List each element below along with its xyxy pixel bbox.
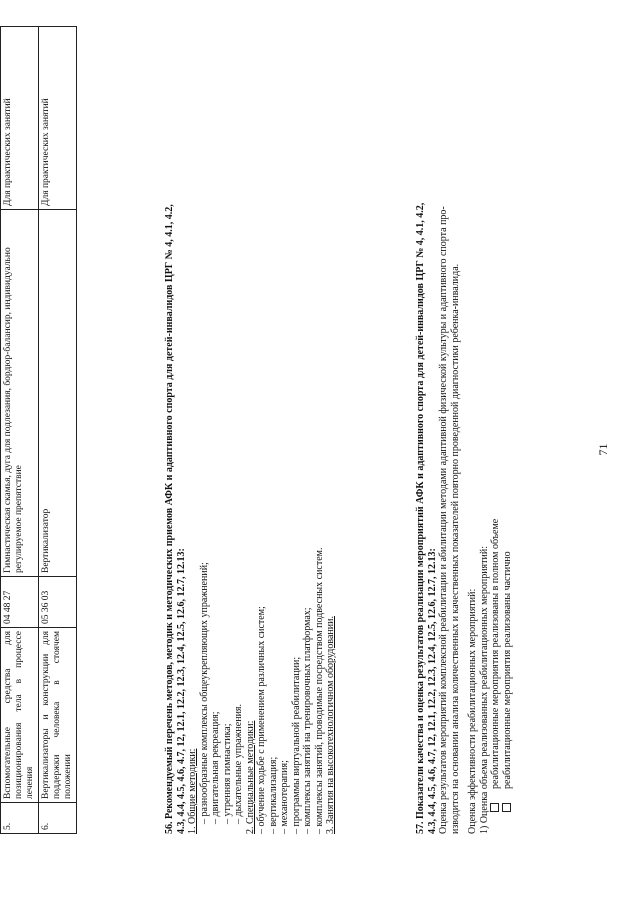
section-57-body: Оценка результатов мероприятий комплексной реабилитации и абилитации методами адаптивной физической культуры и адаптивного спорта про- [438,206,449,834]
option-full-label: реабилитационные мероприятия реализованы в полном объеме [490,518,501,789]
equipment-description: Гимнастическая скамья, дуга для подлезания, бордюр-балансир, индивидуально регулируемое препятствие [1,210,39,577]
option-partial-label: реабилитационные мероприятия реализованы частично [501,551,513,789]
section-56-heading: 56. Рекомендуемый перечень методов, методик и методических приемов АФК и адаптивного спорта для детей-инвалидов ЦРГ № 4, 4.1, 4.2, [164,204,175,834]
checkbox-full[interactable] [490,803,499,812]
list-item: – комплексы занятий на тренировочных платформах; [302,607,313,834]
page-number: 71 [596,443,610,456]
option-partial [502,34,514,834]
effectiveness-label: Оценка эффективности реабилитационных мероприятий: [467,588,478,834]
section-57-body-cont: изводится на основании анализа количественных и качественных показателей повторно проведенной диагностики ребенка-инвалида. [449,263,461,834]
list-item: – механотерапия; [279,760,290,834]
section-56-heading-cont: 4.3, 4.4, 4.5, 4.6, 4.7, 12, 12.1, 12.2, 12.3, 12.4, 12.5, 12.6, 12.7, 12.13: [175,548,187,834]
list-item: – двигательная рекреация; [210,711,221,824]
row-number: 5. [1,803,39,834]
equipment-purpose: Для практических занятий [1,27,39,210]
list-item: – разнообразные комплексы общеукрепляющих упражнений; [198,562,210,824]
high-tech-item: 3. Занятия на высокотехнологичном оборудовании. [325,616,336,834]
volume-label: 1) Оценка объема реализованных реабилитационных мероприятий: [478,545,490,834]
equipment-table [0,26,77,834]
row-number: 6. [39,803,77,834]
equipment-code: 04 48 27 [1,577,39,628]
section-56 [164,34,337,834]
list-item: – обучение ходьбе с применением различных систем; [256,606,267,834]
checkbox-partial[interactable] [502,803,511,812]
list-item: – программы виртуальной реабилитации; [290,656,302,834]
section-57-heading: 57. Показатели качества и оценка результатов реализации мероприятий АФК и адаптивного спорта для детей-инвалидов ЦРГ № 4, 4.1, 4.2, [415,202,426,834]
general-methods-title: 1. Общие методики: [187,748,198,834]
list-item: – вертикализация; [267,756,279,834]
equipment-code: 05 36 03 [39,577,77,628]
list-item: – утренняя гимнастика; [221,723,233,824]
equipment-description: Вертикализатор [39,210,77,577]
section-57 [415,34,513,834]
equipment-purpose: Для практических занятий [39,27,77,210]
option-full [490,34,502,834]
equipment-name: Вертикализаторы и конструкции для поддержки человека в стоячем положении [39,628,77,803]
equipment-name: Вспомогательные средства для позиционирования тела в процессе лечения [1,628,39,803]
special-methods-title: 2. Специальные методики: [244,720,256,834]
table-row [39,27,77,834]
table-row [1,27,39,834]
list-item: – дыхательные упражнения. [233,703,244,824]
section-57-heading-cont: 4.3, 4.4, 4.5, 4.6, 4.7, 12, 12.1, 12.2, 12.3, 12.4, 12.5, 12.6, 12.7, 12.13: [426,548,438,834]
list-item: – комплексы занятий, проводимые посредством подвесных систем. [313,547,325,834]
